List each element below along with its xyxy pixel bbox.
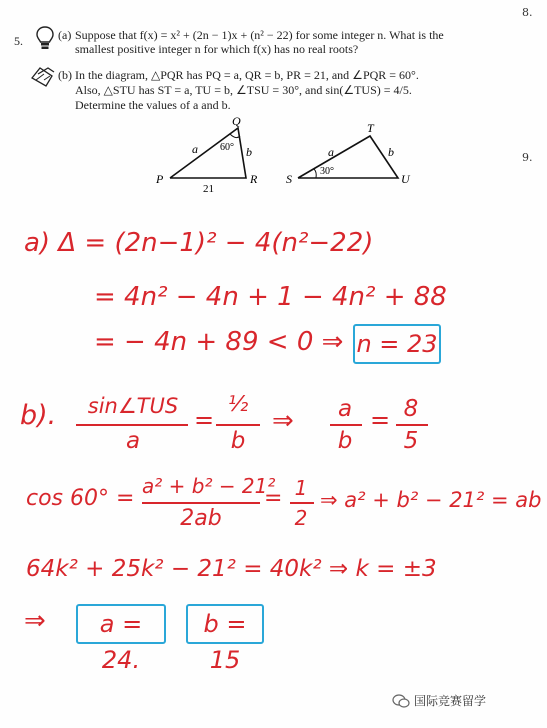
part-b-line-3: Determine the values of a and b. (75, 98, 231, 112)
half-numerator: 1 (294, 476, 308, 500)
frac-ab-denominator: b (337, 428, 353, 454)
vertex-u: U (401, 172, 410, 186)
vertex-t: T (367, 121, 374, 135)
solution-a-line-3: = − 4n + 89 < 0 ⇒ (94, 327, 344, 357)
k-equation-line: 64k² + 25k² − 21² = 40k² ⇒ k = ±3 (26, 556, 437, 582)
part-a-label: (a) (58, 28, 72, 42)
equals-sign: = (264, 486, 283, 511)
frac-half-denominator: b (230, 428, 246, 454)
base-21-label: 21 (203, 183, 214, 194)
angle-60-label: 60° (220, 142, 234, 153)
part-b-label: (b) (58, 68, 72, 82)
lightbulb-icon (36, 26, 54, 50)
cos-frac-numerator: a² + b² − 21² (142, 474, 276, 498)
vertex-r: R (250, 172, 258, 186)
side-b-label-2: b (388, 145, 394, 159)
frac-sin-denominator: a (125, 428, 141, 454)
fraction-bar (142, 502, 260, 504)
frac-half-numerator: ½ (227, 392, 249, 416)
watermark-text: 国际竞赛留学 (414, 694, 487, 708)
frac-ab-numerator: a (337, 396, 353, 422)
implies-arrow: ⇒ (272, 406, 294, 436)
wechat-icon (392, 693, 410, 709)
part-b-line-1: In the diagram, △PQR has PQ = a, QR = b, PR = 21, and ∠PQR = 60°. (75, 68, 419, 82)
watermark (392, 692, 486, 709)
cos60-lhs: cos 60° = (26, 486, 135, 511)
final-implies-arrow: ⇒ (24, 606, 46, 636)
fraction-bar (76, 424, 188, 426)
fraction-bar (216, 424, 260, 426)
equals-sign: = (194, 406, 215, 434)
equals-sign: = (370, 406, 391, 434)
angle-30-label: 30° (320, 166, 334, 177)
part-a-line-2: smallest positive integer n for which f(x) has no real roots? (75, 42, 359, 56)
side-a-label: a (192, 142, 198, 156)
problem-number: 5. (14, 34, 23, 48)
fraction-bar (290, 502, 314, 504)
frac-85-numerator: 8 (403, 396, 419, 422)
half-denominator: 2 (294, 506, 308, 530)
cos-rhs-equation: ⇒ a² + b² − 21² = ab (320, 488, 542, 512)
triangle-diagram (150, 112, 430, 194)
frac-sin-numerator: sin∠TUS (87, 394, 179, 418)
triangle-pqr (155, 114, 258, 194)
solution-b-label: b). (20, 400, 57, 431)
side-b-label: b (246, 145, 252, 159)
frac-85-denominator: 5 (403, 428, 419, 454)
cos-frac-denominator: 2ab (180, 506, 222, 531)
part-b-line-2: Also, △STU has ST = a, TU = b, ∠TSU = 30°, and sin(∠TUS) = 4/5. (75, 83, 412, 97)
answer-a-box: a = 24. (76, 604, 166, 644)
side-a-label-2: a (328, 145, 334, 159)
triangle-stu (286, 121, 411, 186)
page-number-top: 8. (522, 6, 533, 19)
fraction-bar (396, 424, 428, 426)
solution-a-line-1: a) Δ = (2n−1)² − 4(n²−22) (24, 228, 374, 258)
pencil-hand-icon (30, 64, 56, 88)
answer-n-box: n = 23 (353, 324, 441, 364)
page-number-side: 9. (522, 151, 533, 164)
vertex-s: S (286, 172, 292, 186)
vertex-q: Q (232, 114, 241, 128)
part-a-line-1: Suppose that f(x) = x² + (2n − 1)x + (n² − 22) for some integer n. What is the (75, 28, 444, 42)
answer-b-box: b = 15 (186, 604, 264, 644)
vertex-p: P (156, 172, 164, 186)
fraction-bar (330, 424, 362, 426)
solution-a-line-2: = 4n² − 4n + 1 − 4n² + 88 (94, 282, 447, 312)
